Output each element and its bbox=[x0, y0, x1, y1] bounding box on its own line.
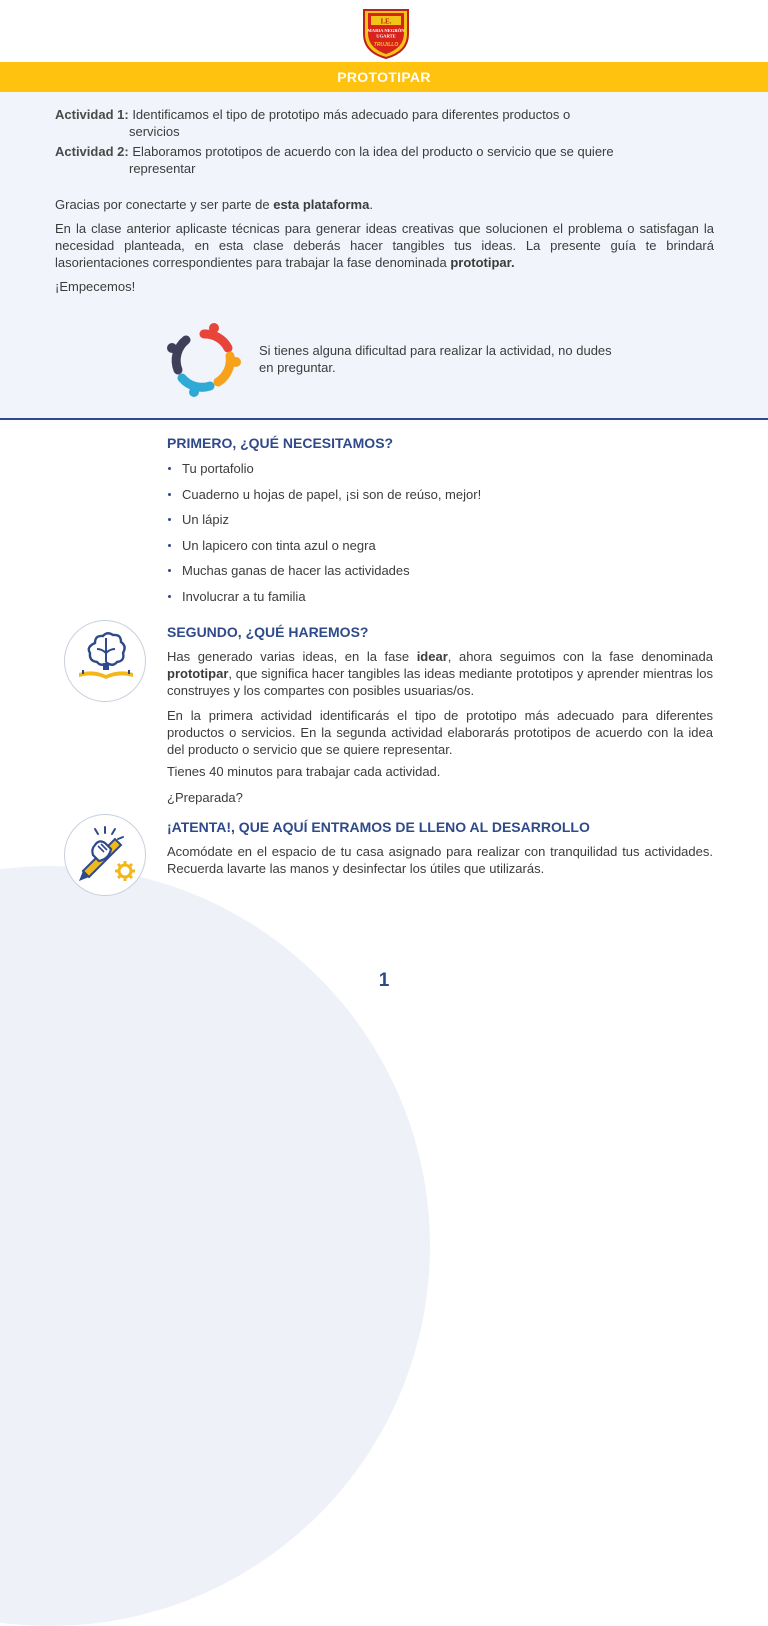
list-item bbox=[167, 511, 481, 537]
list-item-text: Involucrar a tu familia bbox=[182, 588, 306, 604]
bullet-icon bbox=[168, 493, 171, 496]
prototipar-bold-2: prototipar bbox=[167, 666, 229, 681]
activity-1-label: Actividad 1: bbox=[55, 107, 129, 122]
list-item-text: Un lápiz bbox=[182, 512, 229, 528]
school-crest-icon bbox=[358, 4, 414, 60]
list-item bbox=[167, 486, 481, 512]
list-item-text: Tu portafolio bbox=[182, 461, 254, 476]
page-title: PROTOTIPAR bbox=[337, 69, 431, 85]
section-3-paragraph-1: Acomódate en el espacio de tu casa asignado para realizar con tranquilidad tus actividades. Recuerda lavarte las manos y desinfectar los útiles que utilizarás. bbox=[167, 844, 713, 876]
prototipar-bold: prototipar. bbox=[450, 255, 515, 270]
start-text: ¡Empecemos! bbox=[55, 279, 136, 294]
platform-text: esta plataforma bbox=[273, 197, 370, 212]
class-text: En la clase anterior aplicaste técnicas para generar ideas creativas que solucionen el problema o satisfagan la necesidad planteada, en esta clase deberás hacer tangibles tus ideas. La presente guía te brindará lasorientaciones correspondientes para trabajar la fase denominada bbox=[55, 221, 714, 270]
page-number: 1 bbox=[378, 970, 390, 991]
list-item bbox=[167, 537, 481, 563]
class-paragraph bbox=[55, 220, 714, 271]
activity-1-text-cont: servicios bbox=[129, 124, 180, 139]
thanks-paragraph bbox=[55, 196, 714, 213]
title-band bbox=[0, 62, 768, 92]
activity-2 bbox=[55, 143, 614, 177]
bullet-icon bbox=[168, 544, 171, 547]
thanks-suffix: . bbox=[369, 197, 373, 212]
section-2-paragraph-4: ¿Preparada? bbox=[167, 790, 243, 805]
svg-text:TRUJILLO: TRUJILLO bbox=[373, 42, 399, 48]
team-circle-icon bbox=[166, 322, 242, 398]
section-3-heading: ¡ATENTA!, QUE AQUÍ ENTRAMOS DE LLENO AL DESARROLLO bbox=[167, 819, 590, 835]
bullet-icon bbox=[168, 467, 171, 470]
help-text: Si tienes alguna dificultad para realizar la actividad, no dudes en preguntar. bbox=[259, 343, 612, 375]
section-2-heading: SEGUNDO, ¿QUÉ HAREMOS? bbox=[167, 624, 369, 640]
list-item bbox=[167, 562, 481, 588]
activity-1 bbox=[55, 106, 570, 140]
section-2-paragraph-3: Tienes 40 minutos para trabajar cada actividad. bbox=[167, 764, 441, 779]
thanks-text: Gracias por conectarte y ser parte de bbox=[55, 197, 274, 212]
idear-bold: idear bbox=[416, 649, 448, 664]
section-1-heading: PRIMERO, ¿QUÉ NECESITAMOS? bbox=[167, 435, 394, 451]
needs-list bbox=[167, 460, 481, 614]
activity-2-text: Elaboramos prototipos de acuerdo con la idea del producto o servicio que se quiere bbox=[132, 144, 614, 159]
bullet-icon bbox=[168, 595, 171, 598]
list-item-text: Muchas ganas de hacer las actividades bbox=[182, 563, 410, 579]
svg-text:I.E.: I.E. bbox=[380, 17, 392, 26]
hand-pencil-gear-icon bbox=[64, 814, 146, 896]
activity-2-label: Actividad 2: bbox=[55, 144, 129, 159]
list-item-text: Cuaderno u hojas de papel, ¡si son de reúso, mejor! bbox=[182, 486, 482, 502]
activity-1-text: Identificamos el tipo de prototipo más adecuado para diferentes productos o bbox=[132, 107, 571, 122]
activity-2-text-cont: representar bbox=[129, 161, 196, 176]
section-2-paragraph-2: En la primera actividad identificarás el tipo de prototipo más adecuado para diferentes productos o servicios. En la segunda actividad elaborarás prototipos de acuerdo con la idea del producto o servicio que se quiere representar. bbox=[167, 708, 713, 757]
p1-text-b: , ahora seguimos con la fase denominada bbox=[447, 649, 713, 664]
svg-text:MARIA NEGRÓN: MARIA NEGRÓN bbox=[367, 28, 405, 33]
p1-text-a: Has generado varias ideas, en la fase bbox=[167, 649, 417, 664]
svg-text:UGARTE: UGARTE bbox=[376, 33, 396, 39]
list-item-text: Un lapicero con tinta azul o negra bbox=[182, 537, 376, 553]
bullet-icon bbox=[168, 569, 171, 572]
brain-book-icon bbox=[64, 620, 146, 702]
section-2-paragraph-1 bbox=[167, 648, 713, 699]
list-item bbox=[167, 588, 481, 614]
bullet-icon bbox=[168, 518, 171, 521]
list-item bbox=[167, 460, 481, 486]
p1-text-c: , que significa hacer tangibles las ideas mediante prototipos y aprender mientras los construyes y los compartes con posibles usuarias/os. bbox=[167, 666, 713, 698]
